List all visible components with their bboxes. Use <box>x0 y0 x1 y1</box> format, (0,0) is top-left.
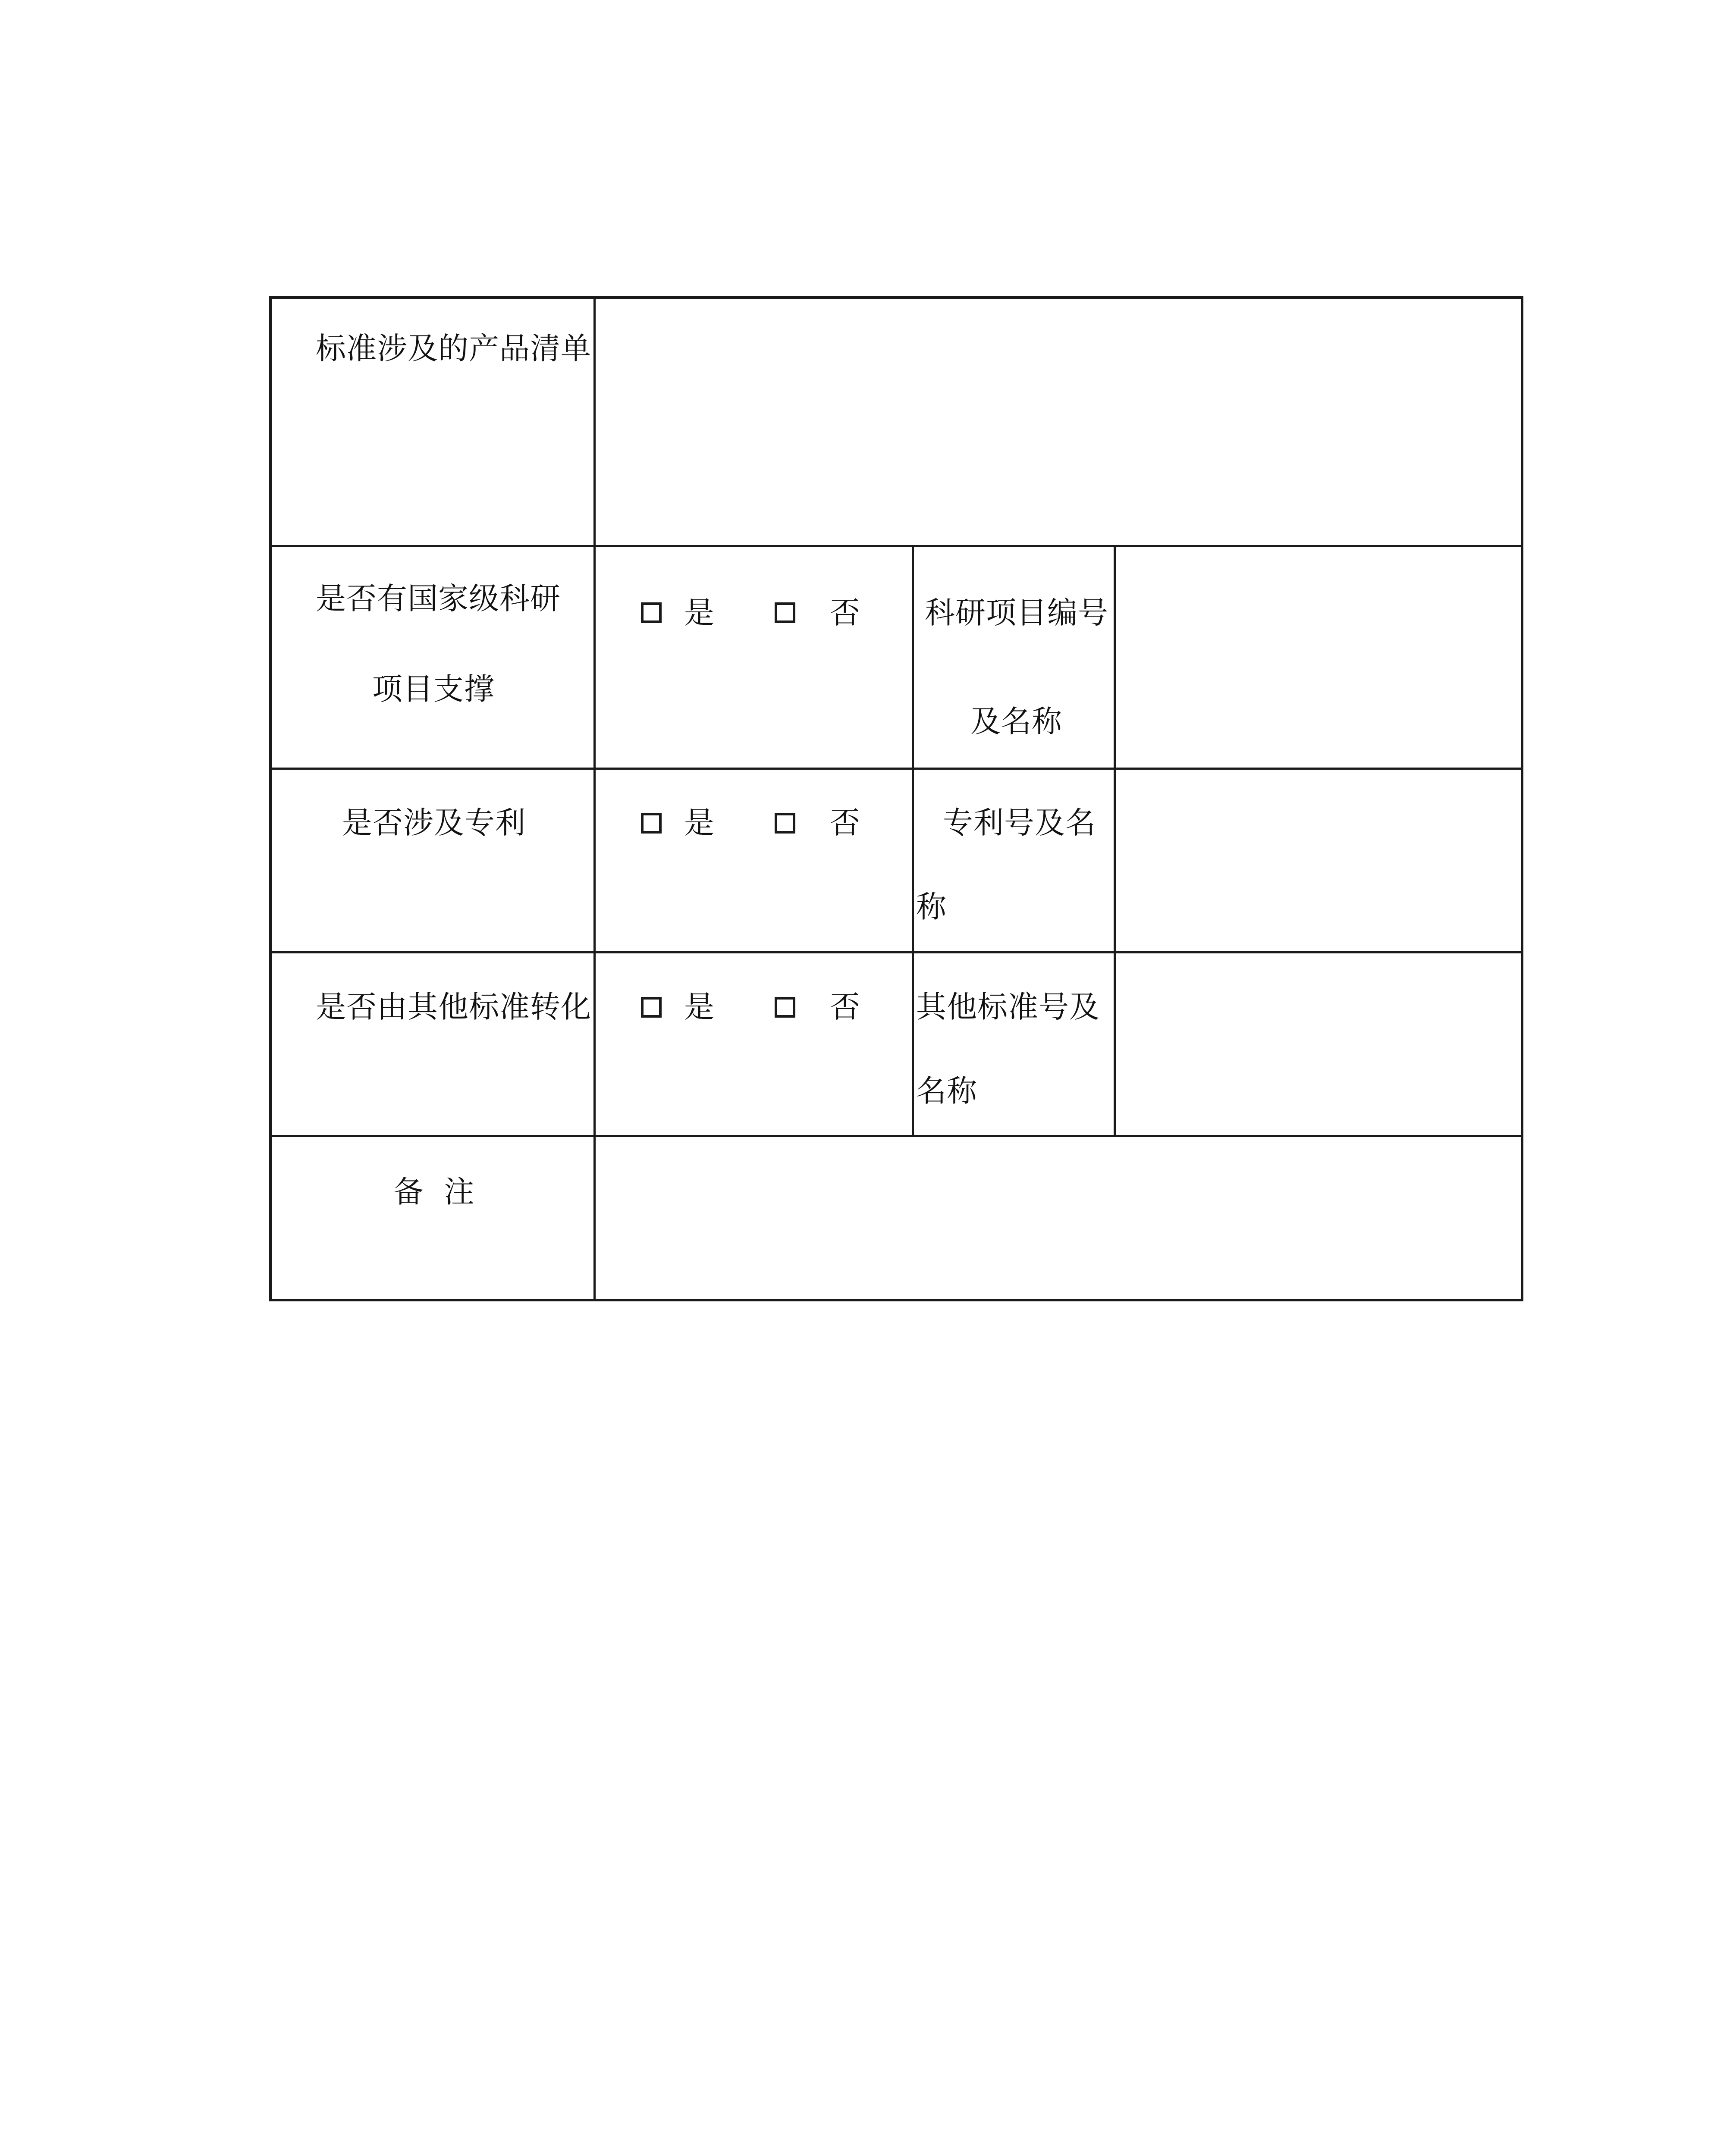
patent-yes-label: 是 <box>684 805 715 840</box>
research-project-field[interactable] <box>1116 547 1521 768</box>
research-project-label: 科研项目编号 <box>925 595 1108 630</box>
remarks-field[interactable] <box>596 1137 1521 1299</box>
research-project-label-cont: 及名称 <box>970 704 1062 739</box>
patent-number-label-cont: 称 <box>916 889 947 924</box>
research-support-label-cont: 项目支撑 <box>372 671 495 707</box>
product-list-label: 标准涉及的产品清单 <box>316 331 591 366</box>
conversion-yes-label: 是 <box>684 989 715 1025</box>
column-divider <box>593 299 596 1299</box>
product-list-field[interactable] <box>596 299 1521 545</box>
conversion-no-checkbox[interactable] <box>775 997 795 1018</box>
remarks-label: 备 注 <box>393 1174 475 1210</box>
standard-info-table <box>269 296 1523 1301</box>
other-standard-field[interactable] <box>1116 953 1521 1135</box>
research-no-label: 否 <box>830 595 860 630</box>
research-yes-label: 是 <box>684 595 715 630</box>
research-no-checkbox[interactable] <box>775 602 795 623</box>
conversion-no-label: 否 <box>830 989 860 1025</box>
patent-no-checkbox[interactable] <box>775 813 795 834</box>
other-standard-label-cont: 名称 <box>916 1073 977 1109</box>
column-divider <box>912 545 914 1137</box>
other-standard-label: 其他标准号及 <box>916 989 1100 1025</box>
research-support-label: 是否有国家级科研 <box>316 581 561 616</box>
conversion-label: 是否由其他标准转化 <box>316 989 591 1025</box>
patent-no-label: 否 <box>830 805 860 840</box>
patent-yes-checkbox[interactable] <box>641 813 662 834</box>
patent-number-label: 专利号及名 <box>943 805 1096 840</box>
patent-number-field[interactable] <box>1116 770 1521 951</box>
patent-label: 是否涉及专利 <box>342 805 526 840</box>
conversion-yes-checkbox[interactable] <box>641 997 662 1018</box>
research-yes-checkbox[interactable] <box>641 602 662 623</box>
